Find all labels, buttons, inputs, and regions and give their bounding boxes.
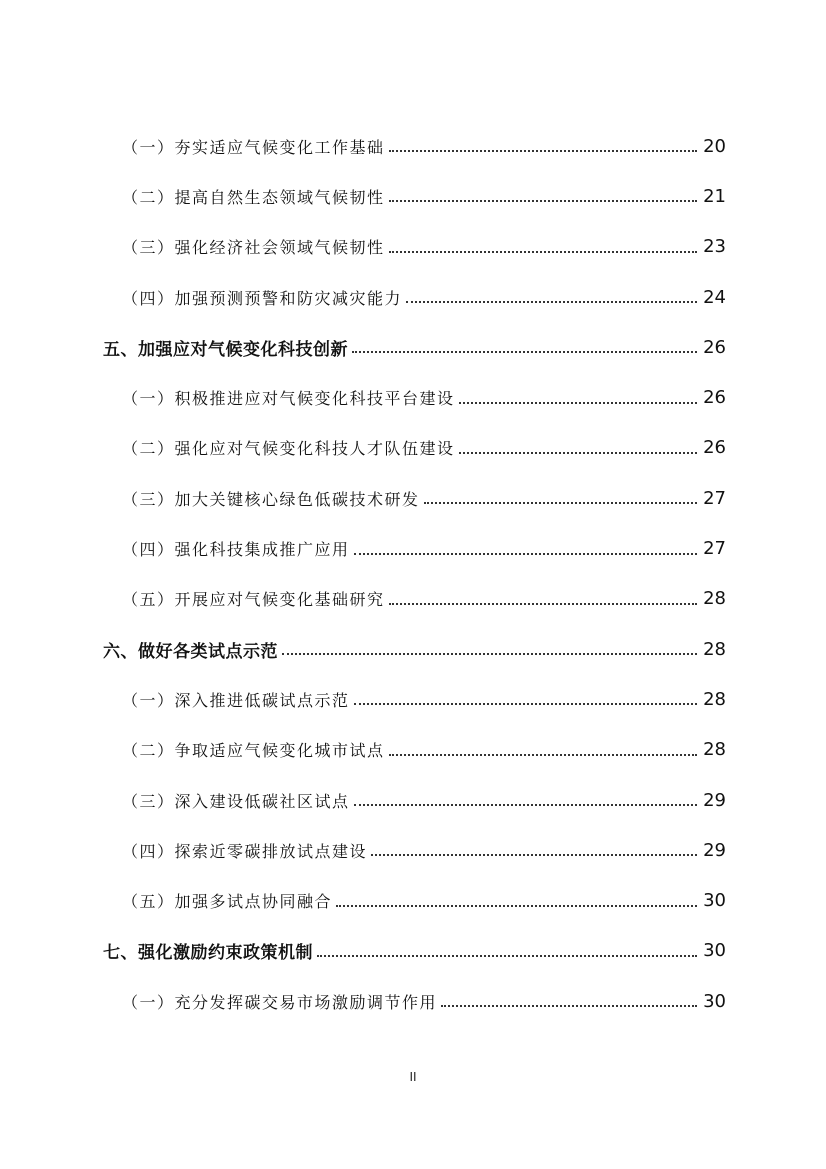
- toc-dot-leader: [389, 603, 698, 605]
- toc-entry-title: （二）强化应对气候变化科技人才队伍建设: [122, 439, 455, 459]
- toc-entry-page: 28: [703, 688, 726, 710]
- toc-chapter-entry[interactable]: [0, 322, 826, 372]
- toc-dot-leader: [371, 854, 697, 856]
- toc-entry-title: （三）强化经济社会领域气候韧性: [122, 238, 385, 258]
- toc-entry-page: 30: [703, 890, 726, 912]
- toc-entry-title: （五）加强多试点协同融合: [122, 892, 333, 912]
- toc-entry[interactable]: [0, 825, 826, 875]
- toc-entry-page: 27: [703, 487, 726, 509]
- toc-dot-leader: [459, 452, 698, 454]
- toc-entry-title: （四）强化科技集成推广应用: [122, 540, 350, 560]
- toc-entry[interactable]: [0, 574, 826, 624]
- toc-dot-leader: [441, 1005, 697, 1007]
- table-of-contents: [0, 121, 826, 1026]
- toc-entry-title: （二）提高自然生态领域气候韧性: [122, 187, 385, 207]
- toc-entry-page: 26: [703, 437, 726, 459]
- toc-dot-leader: [389, 200, 698, 202]
- toc-entry-page: 28: [703, 638, 726, 660]
- toc-dot-leader: [317, 955, 697, 957]
- toc-entry-page: 24: [703, 286, 726, 308]
- toc-dot-leader: [406, 301, 697, 303]
- toc-dot-leader: [459, 402, 698, 404]
- page-number-footer: II: [409, 1070, 417, 1084]
- toc-entry-page: 27: [703, 538, 726, 560]
- toc-chapter-title: 六、做好各类试点示范: [103, 641, 278, 662]
- toc-entry-page: 30: [703, 990, 726, 1012]
- toc-entry-title: （四）加强预测预警和防灾减灾能力: [122, 288, 403, 308]
- toc-entry[interactable]: [0, 875, 826, 925]
- toc-entry[interactable]: [0, 222, 826, 272]
- toc-entry-title: （二）争取适应气候变化城市试点: [122, 741, 385, 761]
- toc-entry-page: 30: [703, 940, 726, 962]
- toc-entry[interactable]: [0, 171, 826, 221]
- toc-entry-page: 20: [703, 135, 726, 157]
- toc-entry-page: 21: [703, 185, 726, 207]
- toc-entry-page: 29: [703, 789, 726, 811]
- toc-entry-title: （一）深入推进低碳试点示范: [122, 690, 350, 710]
- toc-entry[interactable]: [0, 121, 826, 171]
- toc-dot-leader: [389, 754, 698, 756]
- toc-entry[interactable]: [0, 372, 826, 422]
- toc-entry-title: （五）开展应对气候变化基础研究: [122, 590, 385, 610]
- toc-entry[interactable]: [0, 473, 826, 523]
- toc-entry[interactable]: [0, 523, 826, 573]
- toc-dot-leader: [336, 905, 697, 907]
- toc-dot-leader: [352, 351, 697, 353]
- toc-chapter-title: 七、强化激励约束政策机制: [103, 943, 313, 964]
- toc-entry-page: 23: [703, 236, 726, 258]
- toc-entry[interactable]: [0, 674, 826, 724]
- toc-entry-title: （三）深入建设低碳社区试点: [122, 791, 350, 811]
- toc-entry[interactable]: [0, 272, 826, 322]
- toc-dot-leader: [424, 502, 698, 504]
- toc-entry-page: 26: [703, 387, 726, 409]
- toc-entry[interactable]: [0, 775, 826, 825]
- toc-entry-page: 29: [703, 839, 726, 861]
- toc-entry-title: （一）充分发挥碳交易市场激励调节作用: [122, 992, 438, 1012]
- toc-entry-title: （三）加大关键核心绿色低碳技术研发: [122, 489, 420, 509]
- toc-entry-page: 28: [703, 739, 726, 761]
- toc-entry-title: （四）探索近零碳排放试点建设: [122, 841, 368, 861]
- toc-chapter-title: 五、加强应对气候变化科技创新: [103, 339, 348, 360]
- toc-entry[interactable]: [0, 423, 826, 473]
- toc-dot-leader: [389, 251, 698, 253]
- toc-chapter-entry[interactable]: [0, 624, 826, 674]
- toc-dot-leader: [354, 553, 698, 555]
- toc-entry-title: （一）夯实适应气候变化工作基础: [122, 137, 385, 157]
- toc-entry[interactable]: [0, 976, 826, 1026]
- toc-entry-title: （一）积极推进应对气候变化科技平台建设: [122, 389, 455, 409]
- toc-dot-leader: [354, 804, 698, 806]
- toc-dot-leader: [389, 150, 698, 152]
- toc-entry-page: 26: [703, 336, 726, 358]
- toc-entry[interactable]: [0, 725, 826, 775]
- toc-chapter-entry[interactable]: [0, 926, 826, 976]
- toc-entry-page: 28: [703, 588, 726, 610]
- toc-dot-leader: [354, 703, 698, 705]
- toc-dot-leader: [282, 653, 697, 655]
